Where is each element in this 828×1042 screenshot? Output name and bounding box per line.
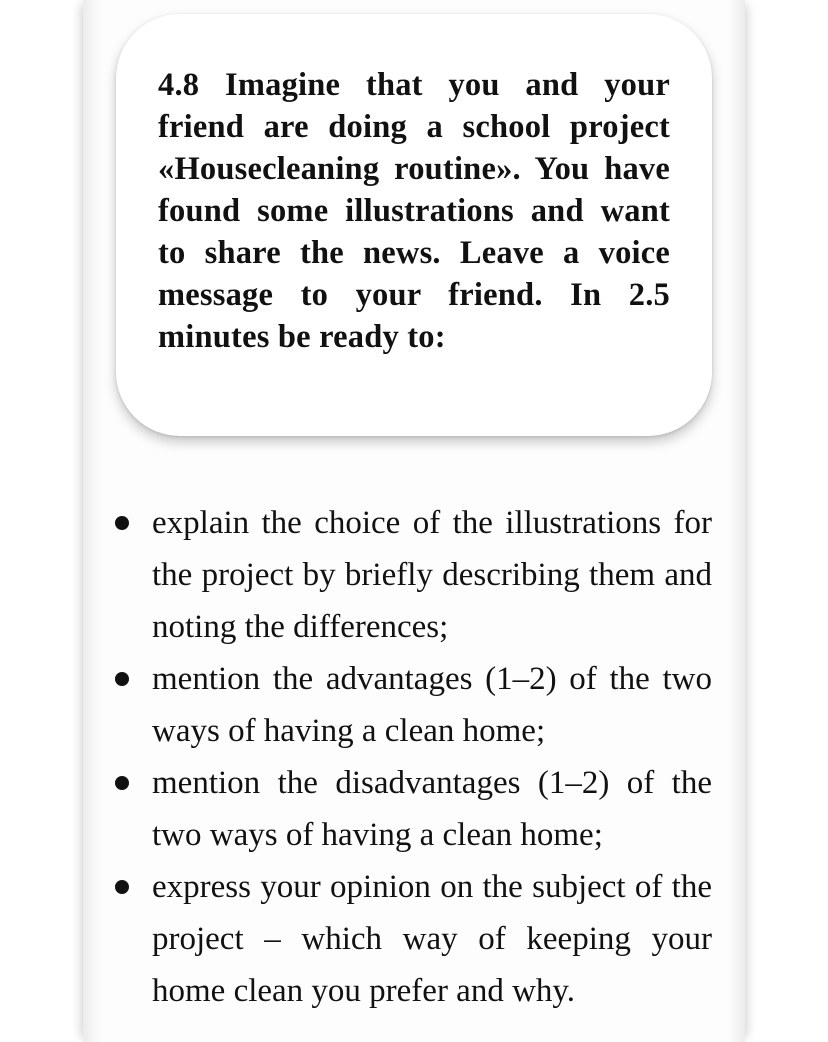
list-item [112,653,712,757]
bullet-icon [115,672,129,686]
bullet-text: mention the advantages (1–2) of the two ways of having a clean home; [152,661,712,749]
task-instructions: 4.8 Imagine that you and your friend are doing a school project «Housecleaning routine». You have found some illustrations and want to share the news. Leave a voice message to your friend. In 2.5 minutes be ready to: [158,67,670,355]
bullet-icon [115,516,129,530]
list-item [112,861,712,1017]
task-card [116,14,712,436]
task-bullet-list [112,497,712,1017]
bullet-icon [115,776,129,790]
bullet-icon [115,880,129,894]
bullet-text: mention the disadvantages (1–2) of the two ways of having a clean home; [152,765,712,853]
list-item [112,497,712,653]
bullet-text: explain the choice of the illustrations for the project by briefly describing them and noting the differences; [152,505,712,645]
bullet-text: express your opinion on the subject of the project – which way of keeping your home clean you prefer and why. [152,869,712,1009]
list-item [112,757,712,861]
